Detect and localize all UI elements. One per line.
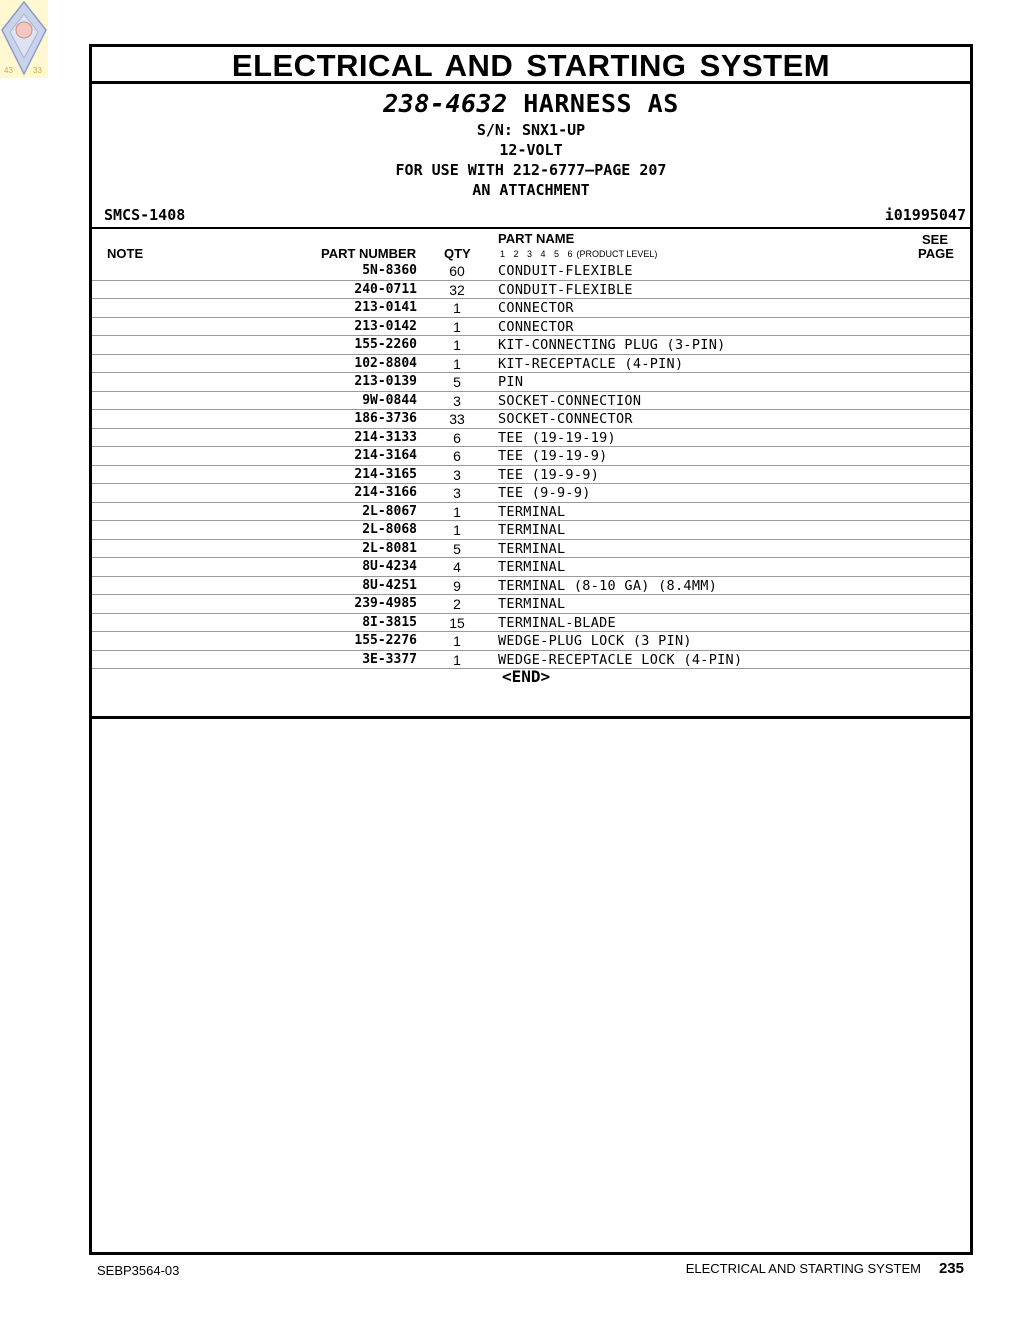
qty-cell: 2 — [453, 596, 461, 612]
attachment-note: AN ATTACHMENT — [472, 181, 590, 199]
part-name-cell: TERMINAL — [498, 522, 566, 538]
smcs-code: SMCS-1408 — [104, 206, 186, 224]
part-header — [92, 84, 970, 200]
qty-cell: 1 — [453, 633, 461, 649]
logo-number-left: 43 — [4, 66, 13, 75]
part-name-cell: TERMINAL — [498, 559, 566, 575]
col-part-name: PART NAME — [498, 231, 575, 246]
table-row — [92, 429, 970, 448]
part-name-cell: TEE (9-9-9) — [498, 485, 591, 501]
part-name-cell: KIT-RECEPTACLE (4-PIN) — [498, 355, 684, 372]
part-number-cell: 214-3166 — [354, 485, 417, 500]
qty-cell: 4 — [453, 559, 461, 575]
part-number-cell: 8I-3815 — [362, 614, 417, 630]
part-name-cell: PIN — [498, 374, 524, 390]
serial-range: S/N: SNX1-UP — [476, 121, 586, 139]
part-name-cell: CONDUIT-FLEXIBLE — [498, 281, 633, 298]
end-marker: <END> — [502, 667, 551, 686]
qty-cell: 1 — [453, 503, 461, 520]
product-level-numbers — [500, 249, 657, 259]
part-name-cell: TEE (19-19-9) — [498, 448, 608, 464]
part-number-cell: 9W-0844 — [362, 392, 417, 408]
footer-section-title: ELECTRICAL AND STARTING SYSTEM — [685, 1261, 921, 1276]
assembly-part-number: 238-4632 — [383, 89, 508, 118]
table-row — [92, 484, 970, 503]
part-number-cell: 155-2260 — [354, 337, 417, 352]
part-number-cell: 240-0711 — [354, 281, 417, 297]
col-note: NOTE — [107, 246, 144, 261]
parts-table — [92, 262, 970, 669]
part-name-cell: TEE (19-9-9) — [498, 466, 600, 483]
used-with: FOR USE WITH 212-6777—PAGE 207 — [395, 161, 667, 179]
col-part-number: PART NUMBER — [321, 246, 417, 261]
qty-cell: 5 — [453, 374, 461, 390]
col-page: PAGE — [918, 246, 954, 261]
table-row — [92, 447, 970, 466]
table-row — [92, 262, 970, 281]
part-number-cell: 2L-8081 — [362, 540, 417, 556]
part-name-cell: CONDUIT-FLEXIBLE — [498, 263, 633, 279]
qty-cell: 6 — [453, 429, 461, 446]
parts-list-frame — [89, 44, 973, 1255]
part-title — [92, 88, 970, 120]
part-number-cell: 186-3736 — [354, 411, 417, 426]
col-see: SEE — [922, 232, 949, 247]
table-row — [92, 299, 970, 318]
qty-cell: 32 — [449, 281, 465, 298]
qty-cell: 1 — [453, 651, 461, 668]
part-name-cell: SOCKET-CONNECTOR — [498, 411, 633, 427]
part-number-cell: 3E-3377 — [362, 651, 417, 667]
table-row — [92, 410, 970, 429]
part-number-cell: 239-4985 — [354, 596, 417, 611]
part-number-cell: 214-3133 — [354, 429, 417, 445]
qty-cell: 6 — [453, 448, 461, 464]
qty-cell: 1 — [453, 318, 461, 335]
table-row — [92, 614, 970, 633]
table-row — [92, 318, 970, 337]
caterpillar-logo-icon — [0, 0, 48, 78]
part-name-cell: TERMINAL (8-10 GA) (8.4MM) — [498, 577, 718, 594]
part-number-cell: 5N-8360 — [362, 263, 417, 278]
part-number-cell: 214-3164 — [354, 448, 417, 463]
part-number-cell: 8U-4251 — [362, 577, 417, 593]
table-row — [92, 373, 970, 392]
part-name-cell: CONNECTOR — [498, 318, 574, 335]
product-level-label: (PRODUCT LEVEL) — [576, 249, 658, 259]
header-divider — [92, 227, 970, 229]
part-name-cell: SOCKET-CONNECTION — [498, 392, 642, 409]
table-row — [92, 595, 970, 614]
part-name-cell: WEDGE-RECEPTACLE LOCK (4-PIN) — [498, 651, 743, 668]
part-number-cell: 213-0139 — [354, 374, 417, 389]
part-name-cell: TERMINAL — [498, 596, 566, 612]
part-number-cell: 102-8804 — [354, 355, 417, 371]
assembly-part-name: HARNESS AS — [523, 89, 679, 118]
part-name-cell: TEE (19-19-19) — [498, 429, 616, 446]
page-number: 235 — [938, 1260, 964, 1277]
footer-section — [686, 1260, 964, 1277]
part-name-cell: TERMINAL — [498, 503, 566, 520]
qty-cell: 1 — [453, 337, 461, 353]
qty-cell: 1 — [453, 355, 461, 372]
part-number-cell: 213-0141 — [354, 300, 417, 315]
section-divider — [92, 716, 970, 719]
qty-cell: 1 — [453, 300, 461, 316]
voltage: 12-VOLT — [499, 141, 563, 159]
qty-cell: 3 — [453, 485, 461, 501]
level-digits: 1 2 3 4 5 6 — [500, 249, 573, 259]
qty-cell: 9 — [453, 577, 461, 594]
table-row — [92, 355, 970, 374]
table-row — [92, 336, 970, 355]
qty-cell: 60 — [449, 263, 465, 279]
part-name-cell: WEDGE-PLUG LOCK (3 PIN) — [498, 633, 692, 649]
footer-doc-id: SEBP3564-03 — [97, 1263, 180, 1278]
table-row — [92, 503, 970, 522]
logo-number-right: 33 — [33, 66, 42, 75]
qty-cell: 15 — [449, 614, 465, 631]
col-qty: QTY — [444, 246, 471, 261]
qty-cell: 1 — [453, 522, 461, 538]
table-row — [92, 466, 970, 485]
part-name-cell: KIT-CONNECTING PLUG (3-PIN) — [498, 337, 726, 353]
part-number-cell: 2L-8067 — [362, 503, 417, 519]
table-row — [92, 392, 970, 411]
qty-cell: 3 — [453, 466, 461, 483]
illustration-id: i01995047 — [884, 206, 966, 224]
part-name-cell: CONNECTOR — [498, 300, 574, 316]
part-number-cell: 2L-8068 — [362, 522, 417, 537]
table-row — [92, 558, 970, 577]
part-number-cell: 155-2276 — [354, 633, 417, 648]
part-number-cell: 214-3165 — [354, 466, 417, 482]
table-row — [92, 540, 970, 559]
page-title: ELECTRICAL AND STARTING SYSTEM — [92, 47, 970, 84]
qty-cell: 5 — [453, 540, 461, 557]
part-number-cell: 8U-4234 — [362, 559, 417, 574]
table-row — [92, 521, 970, 540]
qty-cell: 33 — [449, 411, 465, 427]
table-row — [92, 281, 970, 300]
qty-cell: 3 — [453, 392, 461, 409]
part-number-cell: 213-0142 — [354, 318, 417, 334]
table-row — [92, 632, 970, 651]
part-name-cell: TERMINAL — [498, 540, 566, 557]
table-row — [92, 577, 970, 596]
part-name-cell: TERMINAL-BLADE — [498, 614, 616, 631]
